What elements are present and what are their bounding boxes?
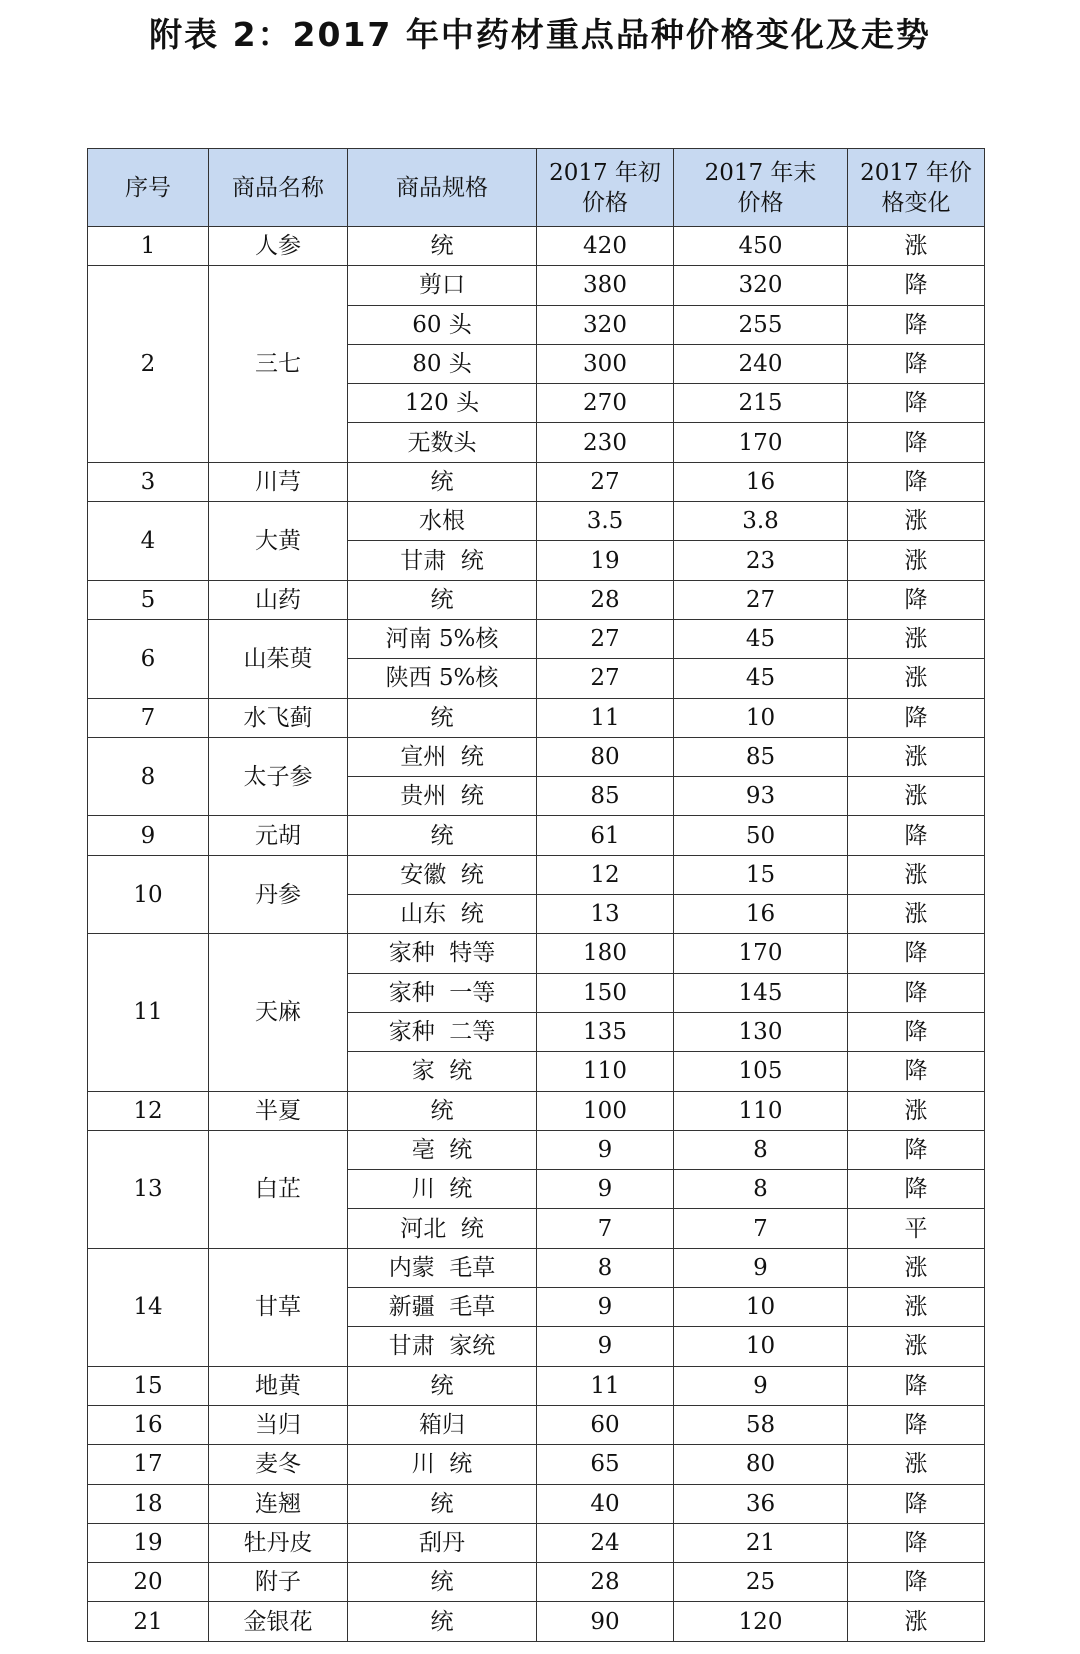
cell-price-change: 涨 bbox=[848, 502, 985, 541]
cell-index: 2 bbox=[88, 266, 209, 462]
cell-end-price: 85 bbox=[674, 737, 848, 776]
cell-spec: 河北 统 bbox=[348, 1209, 537, 1248]
table-row bbox=[88, 1523, 985, 1562]
cell-product-name: 太子参 bbox=[209, 737, 348, 816]
cell-end-price: 105 bbox=[674, 1052, 848, 1091]
cell-index: 11 bbox=[88, 934, 209, 1091]
cell-start-price: 90 bbox=[537, 1602, 674, 1641]
cell-price-change: 降 bbox=[848, 698, 985, 737]
cell-end-price: 255 bbox=[674, 305, 848, 344]
cell-price-change: 平 bbox=[848, 1209, 985, 1248]
cell-spec: 60 头 bbox=[348, 305, 537, 344]
table-row bbox=[88, 698, 985, 737]
cell-price-change: 降 bbox=[848, 423, 985, 462]
cell-end-price: 110 bbox=[674, 1091, 848, 1130]
cell-end-price: 45 bbox=[674, 659, 848, 698]
cell-start-price: 3.5 bbox=[537, 502, 674, 541]
cell-end-price: 15 bbox=[674, 855, 848, 894]
table-row bbox=[88, 1405, 985, 1444]
table-row bbox=[88, 816, 985, 855]
cell-product-name: 人参 bbox=[209, 227, 348, 266]
cell-start-price: 11 bbox=[537, 1366, 674, 1405]
cell-spec: 统 bbox=[348, 1484, 537, 1523]
cell-end-price: 240 bbox=[674, 344, 848, 383]
cell-end-price: 27 bbox=[674, 580, 848, 619]
header-name: 商品名称 bbox=[209, 149, 348, 227]
cell-price-change: 降 bbox=[848, 1563, 985, 1602]
cell-product-name: 甘草 bbox=[209, 1248, 348, 1366]
header-end-price: 2017 年末 价格 bbox=[674, 149, 848, 227]
cell-start-price: 24 bbox=[537, 1523, 674, 1562]
cell-end-price: 50 bbox=[674, 816, 848, 855]
cell-product-name: 当归 bbox=[209, 1405, 348, 1444]
cell-product-name: 元胡 bbox=[209, 816, 348, 855]
cell-product-name: 丹参 bbox=[209, 855, 348, 934]
cell-price-change: 涨 bbox=[848, 619, 985, 658]
cell-spec: 剪口 bbox=[348, 266, 537, 305]
cell-index: 3 bbox=[88, 462, 209, 501]
cell-start-price: 61 bbox=[537, 816, 674, 855]
cell-spec: 统 bbox=[348, 1366, 537, 1405]
cell-spec: 贵州 统 bbox=[348, 777, 537, 816]
cell-price-change: 涨 bbox=[848, 541, 985, 580]
cell-price-change: 降 bbox=[848, 1052, 985, 1091]
cell-price-change: 降 bbox=[848, 462, 985, 501]
cell-spec: 甘肃 家统 bbox=[348, 1327, 537, 1366]
cell-product-name: 金银花 bbox=[209, 1602, 348, 1641]
cell-product-name: 大黄 bbox=[209, 502, 348, 581]
cell-price-change: 降 bbox=[848, 1170, 985, 1209]
cell-product-name: 山茱萸 bbox=[209, 619, 348, 698]
cell-start-price: 28 bbox=[537, 1563, 674, 1602]
cell-product-name: 半夏 bbox=[209, 1091, 348, 1130]
cell-end-price: 120 bbox=[674, 1602, 848, 1641]
header-price-change: 2017 年价 格变化 bbox=[848, 149, 985, 227]
table-row bbox=[88, 1248, 985, 1287]
cell-spec: 统 bbox=[348, 816, 537, 855]
cell-index: 7 bbox=[88, 698, 209, 737]
cell-spec: 统 bbox=[348, 698, 537, 737]
table-row bbox=[88, 855, 985, 894]
cell-index: 14 bbox=[88, 1248, 209, 1366]
cell-start-price: 8 bbox=[537, 1248, 674, 1287]
cell-price-change: 降 bbox=[848, 1130, 985, 1169]
cell-spec: 陕西 5%核 bbox=[348, 659, 537, 698]
table-row bbox=[88, 934, 985, 973]
cell-start-price: 230 bbox=[537, 423, 674, 462]
cell-spec: 箱归 bbox=[348, 1405, 537, 1444]
cell-end-price: 9 bbox=[674, 1366, 848, 1405]
table-row bbox=[88, 1484, 985, 1523]
cell-start-price: 85 bbox=[537, 777, 674, 816]
cell-end-price: 25 bbox=[674, 1563, 848, 1602]
cell-price-change: 涨 bbox=[848, 777, 985, 816]
cell-price-change: 降 bbox=[848, 1366, 985, 1405]
cell-index: 19 bbox=[88, 1523, 209, 1562]
cell-start-price: 100 bbox=[537, 1091, 674, 1130]
cell-end-price: 8 bbox=[674, 1170, 848, 1209]
cell-product-name: 川芎 bbox=[209, 462, 348, 501]
cell-start-price: 40 bbox=[537, 1484, 674, 1523]
cell-start-price: 28 bbox=[537, 580, 674, 619]
cell-start-price: 80 bbox=[537, 737, 674, 776]
cell-price-change: 涨 bbox=[848, 1288, 985, 1327]
price-table bbox=[87, 148, 985, 1642]
cell-start-price: 27 bbox=[537, 659, 674, 698]
cell-spec: 80 头 bbox=[348, 344, 537, 383]
cell-end-price: 10 bbox=[674, 698, 848, 737]
cell-spec: 亳 统 bbox=[348, 1130, 537, 1169]
cell-product-name: 地黄 bbox=[209, 1366, 348, 1405]
cell-end-price: 7 bbox=[674, 1209, 848, 1248]
cell-index: 18 bbox=[88, 1484, 209, 1523]
cell-end-price: 10 bbox=[674, 1327, 848, 1366]
cell-start-price: 380 bbox=[537, 266, 674, 305]
header-index: 序号 bbox=[88, 149, 209, 227]
cell-index: 8 bbox=[88, 737, 209, 816]
cell-price-change: 降 bbox=[848, 1405, 985, 1444]
cell-spec: 河南 5%核 bbox=[348, 619, 537, 658]
cell-end-price: 21 bbox=[674, 1523, 848, 1562]
cell-end-price: 23 bbox=[674, 541, 848, 580]
cell-start-price: 420 bbox=[537, 227, 674, 266]
cell-index: 4 bbox=[88, 502, 209, 581]
cell-index: 12 bbox=[88, 1091, 209, 1130]
table-row bbox=[88, 1130, 985, 1169]
cell-end-price: 170 bbox=[674, 423, 848, 462]
cell-spec: 统 bbox=[348, 1602, 537, 1641]
cell-spec: 家 统 bbox=[348, 1052, 537, 1091]
page-title: 附表 2：2017 年中药材重点品种价格变化及走势 bbox=[149, 15, 931, 54]
table-row bbox=[88, 1445, 985, 1484]
cell-price-change: 降 bbox=[848, 305, 985, 344]
cell-end-price: 170 bbox=[674, 934, 848, 973]
cell-index: 20 bbox=[88, 1563, 209, 1602]
cell-price-change: 降 bbox=[848, 1484, 985, 1523]
table-row bbox=[88, 266, 985, 305]
cell-end-price: 16 bbox=[674, 895, 848, 934]
cell-end-price: 8 bbox=[674, 1130, 848, 1169]
table-row bbox=[88, 1602, 985, 1641]
cell-end-price: 145 bbox=[674, 973, 848, 1012]
cell-spec: 无数头 bbox=[348, 423, 537, 462]
cell-price-change: 涨 bbox=[848, 737, 985, 776]
cell-spec: 统 bbox=[348, 227, 537, 266]
cell-start-price: 11 bbox=[537, 698, 674, 737]
table-row bbox=[88, 619, 985, 658]
cell-price-change: 降 bbox=[848, 934, 985, 973]
cell-spec: 水根 bbox=[348, 502, 537, 541]
cell-start-price: 13 bbox=[537, 895, 674, 934]
cell-price-change: 降 bbox=[848, 973, 985, 1012]
cell-price-change: 降 bbox=[848, 266, 985, 305]
cell-spec: 统 bbox=[348, 1091, 537, 1130]
cell-price-change: 涨 bbox=[848, 895, 985, 934]
cell-price-change: 涨 bbox=[848, 1445, 985, 1484]
table-body bbox=[88, 227, 985, 1642]
cell-end-price: 215 bbox=[674, 384, 848, 423]
table-row bbox=[88, 462, 985, 501]
cell-spec: 新疆 毛草 bbox=[348, 1288, 537, 1327]
cell-product-name: 连翘 bbox=[209, 1484, 348, 1523]
cell-spec: 山东 统 bbox=[348, 895, 537, 934]
cell-start-price: 27 bbox=[537, 619, 674, 658]
header-start-price: 2017 年初 价格 bbox=[537, 149, 674, 227]
cell-end-price: 450 bbox=[674, 227, 848, 266]
cell-product-name: 水飞蓟 bbox=[209, 698, 348, 737]
cell-start-price: 9 bbox=[537, 1327, 674, 1366]
cell-end-price: 80 bbox=[674, 1445, 848, 1484]
cell-spec: 甘肃 统 bbox=[348, 541, 537, 580]
cell-end-price: 36 bbox=[674, 1484, 848, 1523]
cell-spec: 统 bbox=[348, 580, 537, 619]
cell-end-price: 10 bbox=[674, 1288, 848, 1327]
cell-index: 5 bbox=[88, 580, 209, 619]
cell-index: 21 bbox=[88, 1602, 209, 1641]
table-row bbox=[88, 227, 985, 266]
cell-spec: 川 统 bbox=[348, 1445, 537, 1484]
cell-spec: 刮丹 bbox=[348, 1523, 537, 1562]
cell-spec: 120 头 bbox=[348, 384, 537, 423]
cell-product-name: 牡丹皮 bbox=[209, 1523, 348, 1562]
cell-spec: 统 bbox=[348, 1563, 537, 1602]
cell-start-price: 12 bbox=[537, 855, 674, 894]
cell-price-change: 涨 bbox=[848, 227, 985, 266]
cell-index: 9 bbox=[88, 816, 209, 855]
cell-start-price: 65 bbox=[537, 1445, 674, 1484]
cell-spec: 内蒙 毛草 bbox=[348, 1248, 537, 1287]
cell-index: 13 bbox=[88, 1130, 209, 1248]
cell-price-change: 涨 bbox=[848, 1602, 985, 1641]
cell-spec: 宣州 统 bbox=[348, 737, 537, 776]
cell-product-name: 山药 bbox=[209, 580, 348, 619]
cell-spec: 安徽 统 bbox=[348, 855, 537, 894]
cell-product-name: 附子 bbox=[209, 1563, 348, 1602]
cell-product-name: 白芷 bbox=[209, 1130, 348, 1248]
table-row bbox=[88, 737, 985, 776]
cell-start-price: 19 bbox=[537, 541, 674, 580]
cell-price-change: 降 bbox=[848, 816, 985, 855]
cell-price-change: 涨 bbox=[848, 1091, 985, 1130]
cell-end-price: 58 bbox=[674, 1405, 848, 1444]
cell-start-price: 180 bbox=[537, 934, 674, 973]
cell-spec: 家种 一等 bbox=[348, 973, 537, 1012]
cell-end-price: 3.8 bbox=[674, 502, 848, 541]
cell-start-price: 110 bbox=[537, 1052, 674, 1091]
cell-spec: 川 统 bbox=[348, 1170, 537, 1209]
cell-spec: 统 bbox=[348, 462, 537, 501]
cell-price-change: 涨 bbox=[848, 1248, 985, 1287]
cell-price-change: 降 bbox=[848, 1012, 985, 1051]
cell-start-price: 9 bbox=[537, 1288, 674, 1327]
table-row bbox=[88, 1091, 985, 1130]
cell-index: 1 bbox=[88, 227, 209, 266]
cell-start-price: 9 bbox=[537, 1170, 674, 1209]
header-spec: 商品规格 bbox=[348, 149, 537, 227]
cell-end-price: 45 bbox=[674, 619, 848, 658]
cell-start-price: 27 bbox=[537, 462, 674, 501]
cell-index: 6 bbox=[88, 619, 209, 698]
cell-index: 15 bbox=[88, 1366, 209, 1405]
cell-end-price: 130 bbox=[674, 1012, 848, 1051]
cell-product-name: 麦冬 bbox=[209, 1445, 348, 1484]
cell-start-price: 60 bbox=[537, 1405, 674, 1444]
cell-end-price: 16 bbox=[674, 462, 848, 501]
cell-price-change: 降 bbox=[848, 344, 985, 383]
table-row bbox=[88, 502, 985, 541]
cell-end-price: 320 bbox=[674, 266, 848, 305]
cell-start-price: 7 bbox=[537, 1209, 674, 1248]
cell-start-price: 150 bbox=[537, 973, 674, 1012]
cell-start-price: 320 bbox=[537, 305, 674, 344]
cell-price-change: 涨 bbox=[848, 659, 985, 698]
table-header-row bbox=[88, 149, 985, 227]
cell-spec: 家种 特等 bbox=[348, 934, 537, 973]
cell-price-change: 降 bbox=[848, 384, 985, 423]
cell-price-change: 降 bbox=[848, 580, 985, 619]
table-row bbox=[88, 1563, 985, 1602]
cell-index: 16 bbox=[88, 1405, 209, 1444]
cell-start-price: 135 bbox=[537, 1012, 674, 1051]
cell-product-name: 三七 bbox=[209, 266, 348, 462]
cell-index: 10 bbox=[88, 855, 209, 934]
table-row bbox=[88, 1366, 985, 1405]
cell-start-price: 270 bbox=[537, 384, 674, 423]
cell-product-name: 天麻 bbox=[209, 934, 348, 1091]
cell-end-price: 93 bbox=[674, 777, 848, 816]
cell-index: 17 bbox=[88, 1445, 209, 1484]
cell-start-price: 9 bbox=[537, 1130, 674, 1169]
cell-price-change: 降 bbox=[848, 1523, 985, 1562]
table-row bbox=[88, 580, 985, 619]
cell-start-price: 300 bbox=[537, 344, 674, 383]
cell-spec: 家种 二等 bbox=[348, 1012, 537, 1051]
cell-price-change: 涨 bbox=[848, 855, 985, 894]
cell-price-change: 涨 bbox=[848, 1327, 985, 1366]
cell-end-price: 9 bbox=[674, 1248, 848, 1287]
